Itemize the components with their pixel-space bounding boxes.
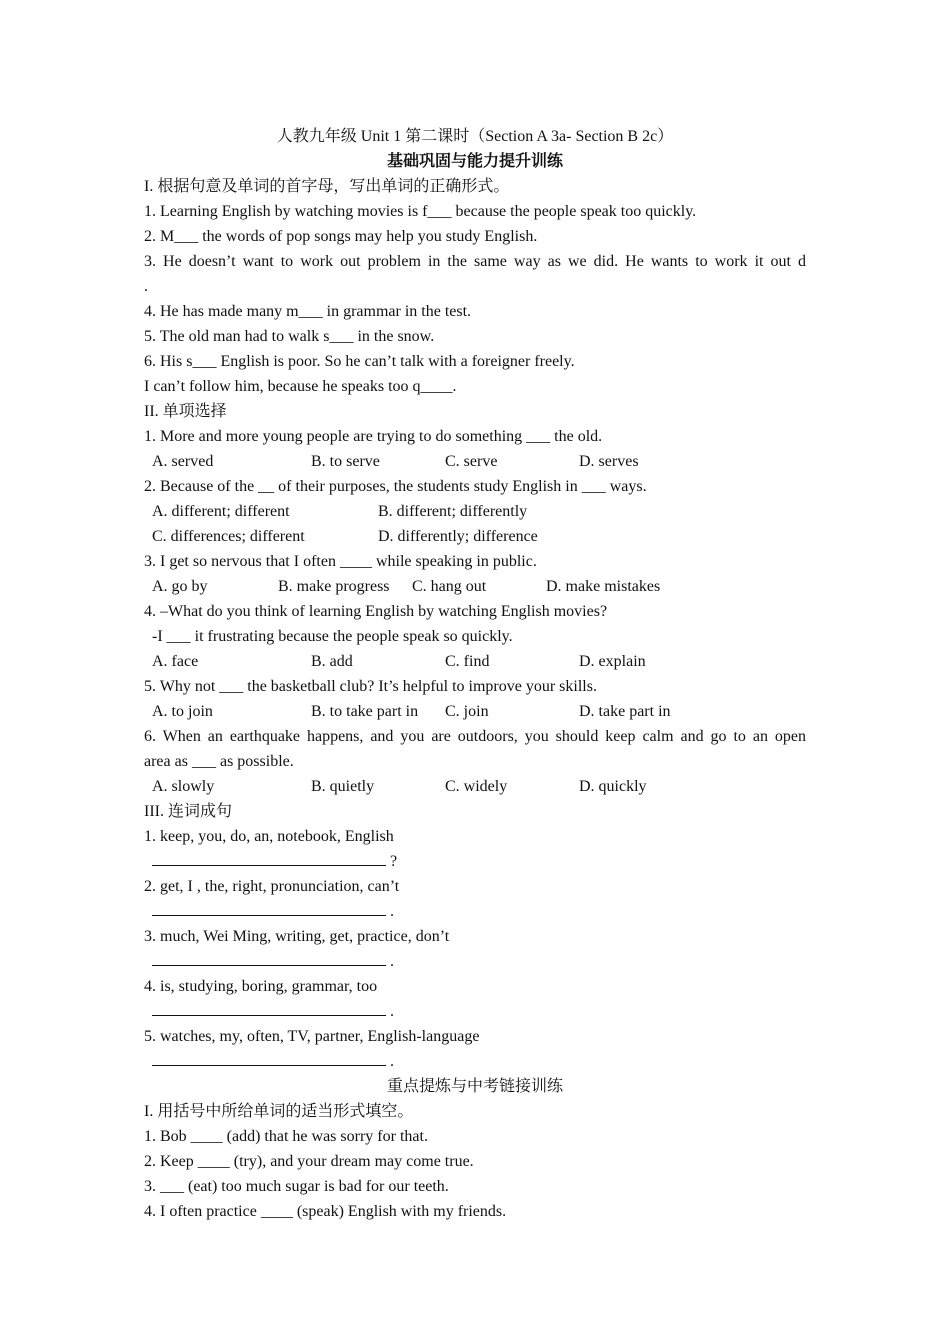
option-b: B. add <box>311 653 353 670</box>
option-c: C. serve <box>445 453 498 470</box>
part1-item: 1. Learning English by watching movies is f___ because the people speak too quickly. <box>144 203 697 220</box>
option-a: A. face <box>152 653 199 670</box>
answer-options <box>144 449 806 474</box>
answer-options <box>144 649 806 674</box>
answer-line <box>152 1051 386 1066</box>
question-stem: 6. When an earthquake happens, and you are outdoors, you should keep calm and go to an open <box>144 728 806 745</box>
scrambled-words: 4. is, studying, boring, grammar, too <box>144 978 378 995</box>
option-c: C. hang out <box>412 578 487 595</box>
option-d: D. make mistakes <box>546 578 661 595</box>
option-b: B. to take part in <box>311 703 419 720</box>
part1-item-continuation: . <box>144 278 148 295</box>
part2-heading: II. 单项选择 <box>144 403 227 420</box>
answer-blank <box>144 849 806 874</box>
option-a: A. different; different <box>152 503 290 520</box>
question-stem: 1. More and more young people are trying to do something ___ the old. <box>144 428 603 445</box>
section2-heading: I. 用括号中所给单词的适当形式填空。 <box>144 1103 414 1120</box>
part3-heading: III. 连词成句 <box>144 803 232 820</box>
question-stem: 2. Because of the __ of their purposes, the students study English in ___ ways. <box>144 478 647 495</box>
part1-item: 5. The old man had to walk s___ in the snow. <box>144 328 435 345</box>
fill-in-item: 1. Bob ____ (add) that he was sorry for that. <box>144 1128 428 1145</box>
part1-item: 4. He has made many m___ in grammar in the test. <box>144 303 472 320</box>
answer-options <box>144 774 806 799</box>
fill-in-item: 2. Keep ____ (try), and your dream may come true. <box>144 1153 474 1170</box>
answer-line <box>152 851 386 866</box>
page-title: 人教九年级 Unit 1 第二课时（Section A 3a- Section B 2c） <box>276 128 674 145</box>
page-subtitle: 基础巩固与能力提升训练 <box>386 153 563 170</box>
answer-options <box>144 524 806 549</box>
option-b: B. different; differently <box>378 503 528 520</box>
answer-line <box>152 1001 386 1016</box>
option-d: D. quickly <box>579 778 647 795</box>
answer-blank <box>144 899 806 924</box>
fill-in-item: 4. I often practice ____ (speak) English with my friends. <box>144 1203 507 1220</box>
option-b: B. to serve <box>311 453 380 470</box>
fill-in-item: 3. ___ (eat) too much sugar is bad for our teeth. <box>144 1178 449 1195</box>
option-b: B. quietly <box>311 778 375 795</box>
question-stem-continuation: area as ___ as possible. <box>144 753 294 770</box>
answer-options <box>144 499 806 524</box>
part1-item: 3. He doesn’t want to work out problem in the same way as we did. He wants to work it out d <box>144 253 806 270</box>
option-d: D. differently; difference <box>378 528 538 545</box>
question-stem: 5. Why not ___ the basketball club? It’s helpful to improve your skills. <box>144 678 597 695</box>
question-stem-reply: -I ___ it frustrating because the people speak so quickly. <box>152 628 513 645</box>
part1-item: I can’t follow him, because he speaks too q____. <box>144 378 457 395</box>
option-c: C. differences; different <box>152 528 305 545</box>
end-punctuation: . <box>390 1053 394 1070</box>
option-c: C. join <box>445 703 489 720</box>
part1-item: 2. M___ the words of pop songs may help you study English. <box>144 228 538 245</box>
answer-options <box>144 699 806 724</box>
worksheet-content <box>144 124 806 1224</box>
option-d: D. take part in <box>579 703 671 720</box>
answer-line <box>152 951 386 966</box>
end-punctuation: . <box>390 953 394 970</box>
scrambled-words: 3. much, Wei Ming, writing, get, practice, don’t <box>144 928 450 945</box>
option-a: A. slowly <box>152 778 215 795</box>
section2-title: 重点提炼与中考链接训练 <box>386 1078 563 1095</box>
answer-blank <box>144 999 806 1024</box>
question-stem: 3. I get so nervous that I often ____ while speaking in public. <box>144 553 537 570</box>
part1-item: 6. His s___ English is poor. So he can’t talk with a foreigner freely. <box>144 353 575 370</box>
scrambled-words: 2. get, I , the, right, pronunciation, can’t <box>144 878 400 895</box>
scrambled-words: 5. watches, my, often, TV, partner, English-language <box>144 1028 480 1045</box>
end-punctuation: . <box>390 903 394 920</box>
option-c: C. widely <box>445 778 508 795</box>
question-stem: 4. –What do you think of learning English by watching English movies? <box>144 603 608 620</box>
option-a: A. served <box>152 453 214 470</box>
option-d: D. explain <box>579 653 646 670</box>
part1-heading: I. 根据句意及单词的首字母，写出单词的正确形式。 <box>144 178 510 195</box>
answer-blank <box>144 1049 806 1074</box>
option-d: D. serves <box>579 453 639 470</box>
option-b: B. make progress <box>278 578 390 595</box>
option-c: C. find <box>445 653 490 670</box>
end-punctuation: ? <box>390 853 398 870</box>
scrambled-words: 1. keep, you, do, an, notebook, English <box>144 828 394 845</box>
end-punctuation: . <box>390 1003 394 1020</box>
answer-blank <box>144 949 806 974</box>
answer-line <box>152 901 386 916</box>
answer-options <box>144 574 806 599</box>
option-a: A. to join <box>152 703 213 720</box>
option-a: A. go by <box>152 578 208 595</box>
